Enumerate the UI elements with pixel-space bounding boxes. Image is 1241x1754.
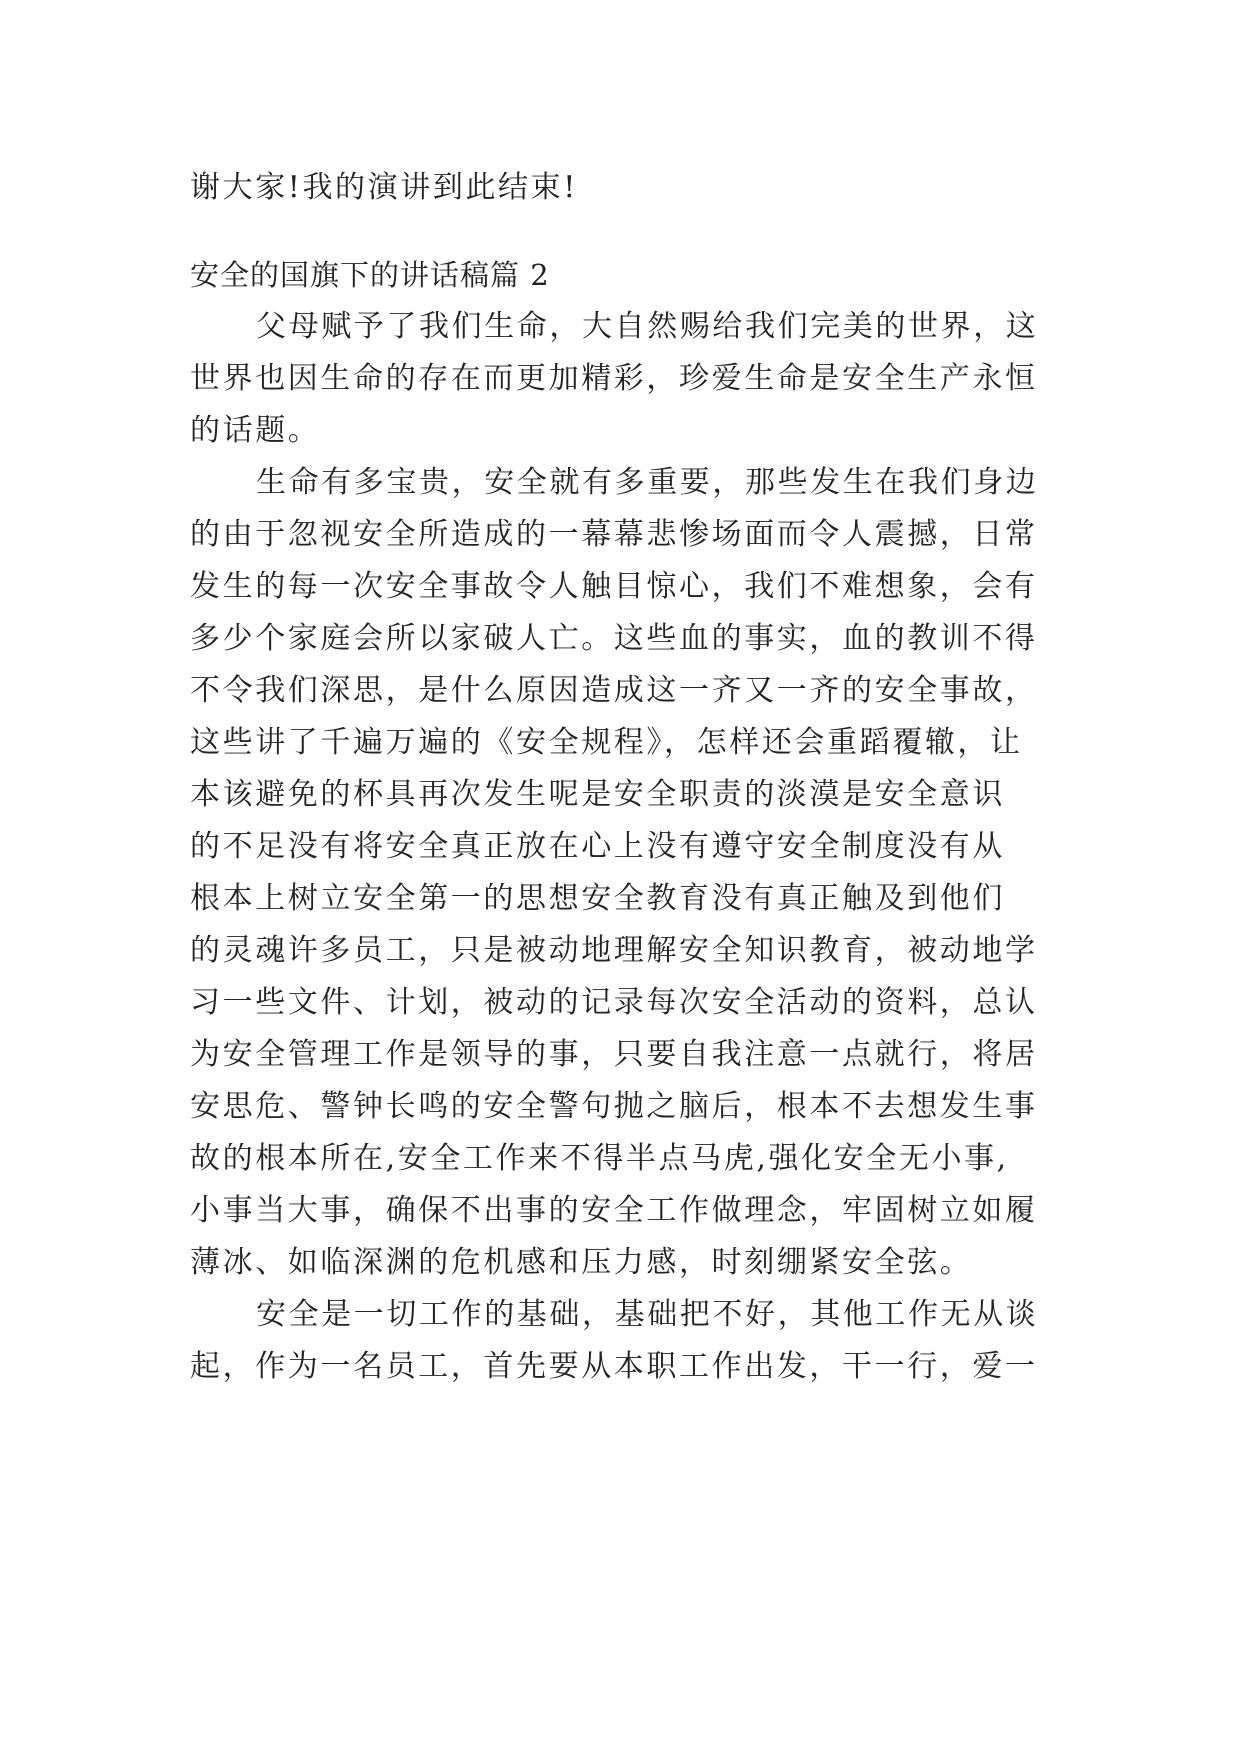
paragraph-2-line-12: 为安全管理工作是领导的事，只要自我注意一点就行，将居 [190, 1037, 1038, 1072]
paragraph-2-line-8: 的不足没有将安全真正放在心上没有遵守安全制度没有从 [190, 829, 1005, 864]
paragraph-2-line-3: 发生的每一次安全事故令人触目惊心，我们不难想象，会有 [190, 569, 1038, 604]
paragraph-3-line-2: 起，作为一名员工，首先要从本职工作出发，干一行，爱一 [190, 1349, 1038, 1384]
paragraph-2-line-5: 不令我们深思，是什么原因造成这一齐又一齐的安全事故， [190, 673, 1038, 708]
paragraph-2-line-7: 本该避免的杯具再次发生呢是安全职责的淡漠是安全意识 [190, 777, 1005, 812]
section-title: 安全的国旗下的讲话稿篇 2 [190, 258, 550, 292]
paragraph-2-line-15: 小事当大事，确保不出事的安全工作做理念，牢固树立如履 [190, 1193, 1038, 1228]
paragraph-3-line-1: 安全是一切工作的基础，基础把不好，其他工作无从谈 [256, 1297, 1039, 1332]
paragraph-2-line-4: 多少个家庭会所以家破人亡。这些血的事实，血的教训不得 [190, 621, 1038, 656]
paragraph-2-line-1: 生命有多宝贵，安全就有多重要，那些发生在我们身边 [256, 465, 1039, 500]
paragraph-2-line-11: 习一些文件、计划，被动的记录每次安全活动的资料，总认 [190, 985, 1038, 1020]
paragraph-2-line-6: 这些讲了千遍万遍的《安全规程》，怎样还会重蹈覆辙，让 [190, 725, 1023, 760]
paragraph-2-line-16: 薄冰、如临深渊的危机感和压力感，时刻绷紧安全弦。 [190, 1245, 973, 1280]
paragraph-2-line-13: 安思危、警钟长鸣的安全警句抛之脑后，根本不去想发生事 [190, 1089, 1038, 1124]
paragraph-1-line-2: 世界也因生命的存在而更加精彩，珍爱生命是安全生产永恒 [190, 361, 1038, 396]
closing-line: 谢大家!我的演讲到此结束! [190, 170, 578, 205]
paragraph-2-line-2: 的由于忽视安全所造成的一幕幕悲惨场面而令人震撼，日常 [190, 517, 1038, 552]
paragraph-2-line-9: 根本上树立安全第一的思想安全教育没有真正触及到他们 [190, 881, 1005, 916]
paragraph-2-line-10: 的灵魂许多员工，只是被动地理解安全知识教育，被动地学 [190, 933, 1038, 968]
paragraph-1-line-3: 的话题。 [190, 413, 321, 448]
paragraph-1-line-1: 父母赋予了我们生命，大自然赐给我们完美的世界，这 [256, 309, 1039, 344]
paragraph-2-line-14: 故的根本所在,安全工作来不得半点马虎,强化安全无小事, [190, 1141, 1009, 1176]
